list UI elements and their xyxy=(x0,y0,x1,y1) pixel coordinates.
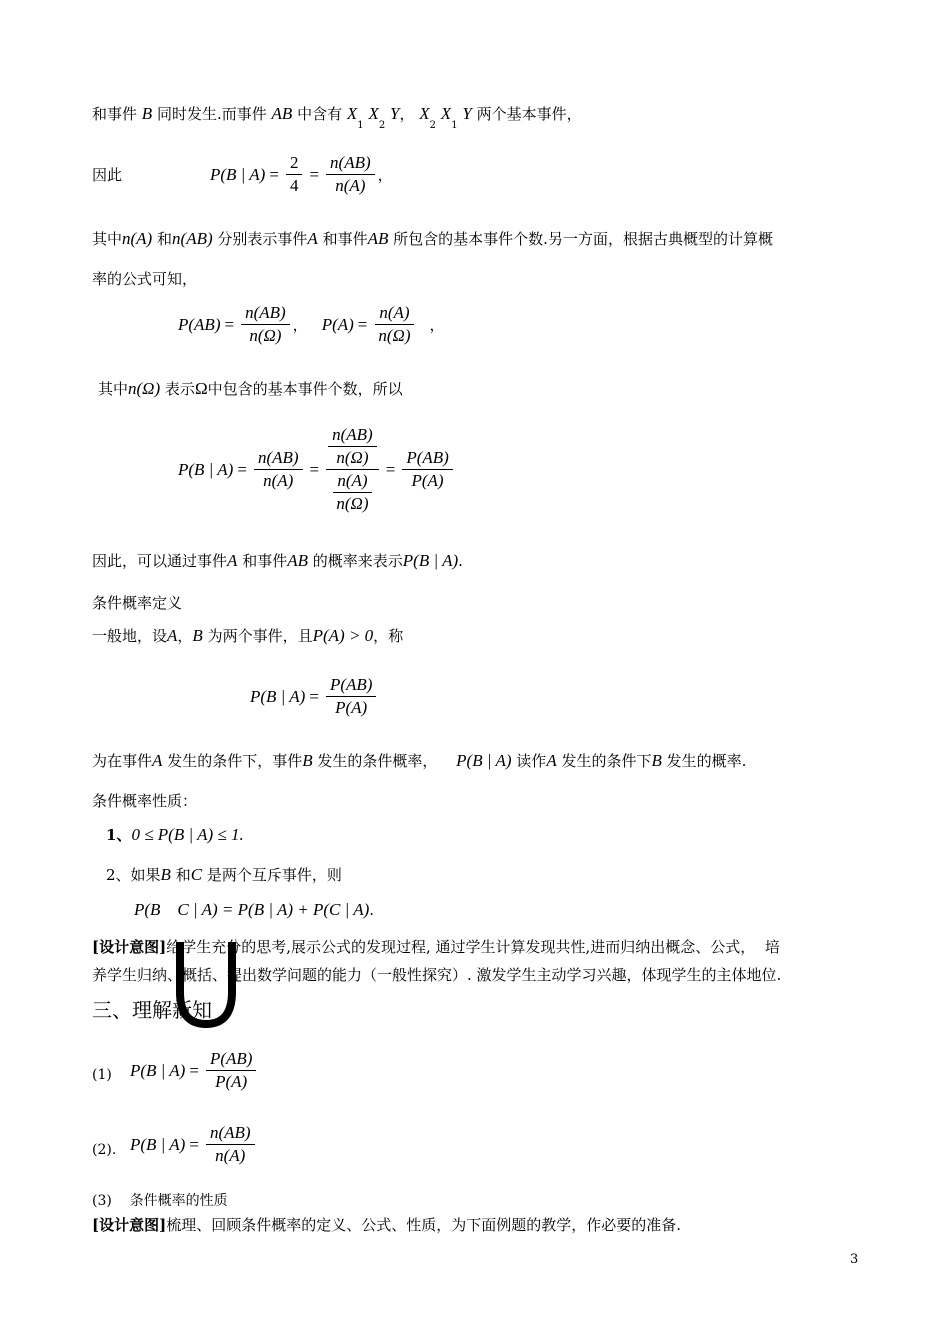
math-expr: P(AB) xyxy=(178,314,221,334)
text: ， xyxy=(177,627,193,645)
text: 和事件 xyxy=(242,552,288,570)
math-var: AB xyxy=(271,104,293,123)
section-heading-3 xyxy=(92,997,212,1023)
text: 中包含的基本事件个数，所以 xyxy=(207,380,403,398)
math-op: = xyxy=(237,459,247,479)
page-number xyxy=(850,1250,858,1270)
math-expr: n(A) xyxy=(122,229,153,248)
fraction xyxy=(374,302,414,347)
math-expr: P(A) > 0 xyxy=(312,626,374,645)
math-var: A xyxy=(307,229,318,248)
math-op: = xyxy=(309,459,320,479)
denominator: P(A) xyxy=(411,471,444,490)
formula-3 xyxy=(178,424,456,515)
text: 发生的概率. xyxy=(666,752,747,770)
text: ， xyxy=(373,627,389,645)
math-expr: P(B | A) xyxy=(250,686,306,706)
math-var: A xyxy=(167,626,178,645)
text: 给学生充分的思考,展示公式的发现过程, 通过学生计算发现共性,进而归纳出概念、公式， 培 xyxy=(166,938,780,956)
numerator: n(A) xyxy=(333,470,371,493)
text: . xyxy=(458,552,463,570)
math-expr: n(AB) xyxy=(172,229,213,248)
denominator: P(A) xyxy=(215,1072,248,1091)
math-op: = xyxy=(309,164,320,184)
math-expr: P(B | A) xyxy=(210,164,266,184)
math-op: = xyxy=(309,686,319,706)
formula-definition xyxy=(250,674,379,719)
text: 其中 xyxy=(98,380,129,398)
text: [设计意图] xyxy=(92,1216,167,1234)
item-1-label xyxy=(92,1064,112,1085)
text: 条件概率性质： xyxy=(92,792,198,810)
math-var: X xyxy=(419,104,430,123)
text: 同时发生.而事件 xyxy=(156,105,267,123)
denominator: n(A) xyxy=(335,176,366,195)
fraction xyxy=(326,152,375,197)
item-3 xyxy=(92,1190,228,1211)
design-note-2 xyxy=(92,1215,681,1235)
math-expr: P(B | A) xyxy=(402,551,459,570)
numerator: n(AB) xyxy=(241,302,290,325)
text: 和 xyxy=(175,866,191,884)
fraction xyxy=(326,674,376,719)
fraction xyxy=(328,424,377,469)
text: 因此，可以通过事件 xyxy=(92,552,228,570)
math-var: X xyxy=(368,104,379,123)
subscript: 2 xyxy=(429,120,437,131)
text: 为两个事件，且 xyxy=(207,627,313,645)
denominator: n(A) xyxy=(263,471,294,490)
fraction xyxy=(206,1048,256,1093)
denominator: n(Ω) xyxy=(378,326,411,345)
math-op: = xyxy=(189,1060,199,1080)
text: 分别表示事件 xyxy=(217,230,308,248)
text: ， xyxy=(399,105,415,123)
text: 三、理解新知 xyxy=(92,998,212,1022)
denominator xyxy=(330,470,374,515)
text: 发生的条件概率， xyxy=(317,752,438,770)
numerator: n(AB) xyxy=(326,152,375,175)
numerator: n(AB) xyxy=(328,424,377,447)
text: 和事件 xyxy=(92,105,138,123)
math-var: B xyxy=(192,626,203,645)
text: (3) 条件概率的性质 xyxy=(92,1193,228,1209)
text: (1) xyxy=(92,1067,112,1083)
text-line-6 xyxy=(92,551,463,571)
numerator: P(AB) xyxy=(326,674,376,697)
fraction xyxy=(402,447,452,492)
math-var: Y xyxy=(389,104,400,123)
text: 两个基本事件， xyxy=(476,105,582,123)
denominator: n(Ω) xyxy=(336,494,369,513)
text-line-3 xyxy=(92,229,773,249)
item-2-formula xyxy=(130,1122,258,1167)
math-var: B xyxy=(302,751,313,770)
text: . xyxy=(369,901,375,919)
text-line-8 xyxy=(92,751,746,771)
math-var: B xyxy=(651,751,662,770)
math-var: AB xyxy=(287,551,308,570)
math-var: AB xyxy=(367,229,389,248)
math-expr: P(A) xyxy=(321,314,354,334)
math-expr: 0 ≤ P(B | A) ≤ 1. xyxy=(131,825,244,844)
math-expr: P(B | A) xyxy=(456,751,512,770)
text: 为在事件 xyxy=(92,752,153,770)
numerator: n(AB) xyxy=(206,1122,255,1145)
text: 1、 xyxy=(106,826,132,844)
denominator: 4 xyxy=(289,176,299,195)
text: (2). xyxy=(92,1142,117,1158)
compound-fraction xyxy=(326,424,379,515)
math-var: C xyxy=(190,865,203,884)
text-line-7 xyxy=(92,626,403,646)
numerator: n(A) xyxy=(375,302,413,325)
text: 中含有 xyxy=(297,105,343,123)
math-var: B xyxy=(141,104,153,123)
math-var: Ω xyxy=(194,379,208,398)
text: 条件概率定义 xyxy=(92,594,183,612)
fraction xyxy=(206,1122,255,1167)
property-2 xyxy=(106,865,342,885)
text: 表示 xyxy=(164,380,195,398)
property-1 xyxy=(106,825,244,845)
math-op: = xyxy=(224,314,235,334)
text: 是两个互斥事件，则 xyxy=(206,866,342,884)
text: 发生的条件下，事件 xyxy=(167,752,303,770)
text: [设计意图] xyxy=(92,938,167,956)
numerator: 2 xyxy=(286,152,303,175)
item-1-formula xyxy=(130,1048,259,1093)
item-2-label xyxy=(92,1139,116,1160)
text: 发生的条件下 xyxy=(561,752,652,770)
text: 其中 xyxy=(92,230,123,248)
math-expr: n(Ω) xyxy=(128,379,161,398)
math-expr: P(B | A) xyxy=(130,1134,186,1154)
math-var: B xyxy=(160,865,171,884)
fraction xyxy=(241,302,290,347)
math-op: = xyxy=(385,459,396,479)
fraction xyxy=(286,152,303,197)
math-op: = xyxy=(269,164,279,184)
math-expr: P(B | A) xyxy=(130,1060,186,1080)
denominator: P(A) xyxy=(335,698,368,717)
math-var: A xyxy=(152,751,163,770)
text: 和事件 xyxy=(322,230,368,248)
text: 率的公式可知， xyxy=(92,270,198,288)
text: 因此 xyxy=(92,166,123,184)
fraction xyxy=(332,470,372,515)
numerator: P(AB) xyxy=(206,1048,256,1071)
text: 称 xyxy=(388,627,404,645)
text-line-4 xyxy=(92,269,197,289)
text: ， xyxy=(377,166,393,184)
math-var: X xyxy=(346,104,358,123)
text-line-1 xyxy=(92,104,582,131)
math-op: = xyxy=(189,1134,199,1154)
subscript: 2 xyxy=(378,120,386,131)
text: 和 xyxy=(157,230,173,248)
text-line-5 xyxy=(98,379,403,399)
definition-title xyxy=(92,593,182,613)
denominator: n(Ω) xyxy=(249,326,282,345)
property-2-formula xyxy=(134,900,374,920)
text: 读作 xyxy=(516,752,547,770)
denominator: n(A) xyxy=(215,1146,246,1165)
text-line-2 xyxy=(92,165,122,185)
math-var: A xyxy=(546,751,557,770)
text: 3 xyxy=(850,1252,859,1267)
denominator: n(Ω) xyxy=(336,448,369,467)
properties-title xyxy=(92,791,197,811)
text: 养学生归纳、概括、提出数学问题的能力（一般性探究）. 激发学生主动学习兴趣，体现学生的主体地位. xyxy=(92,966,782,984)
text: ， xyxy=(292,316,308,334)
text: ， xyxy=(429,316,445,334)
formula-2 xyxy=(178,302,445,347)
fraction xyxy=(254,447,303,492)
text: 2、如果 xyxy=(106,866,161,884)
text: 梳理、回顾条件概率的定义、公式、性质，为下面例题的教学，作必要的准备. xyxy=(166,1216,681,1234)
numerator xyxy=(326,424,379,470)
text: 一般地，设 xyxy=(92,627,168,645)
math-var: X xyxy=(440,104,452,123)
text: 所包含的基本事件个数.另一方面，根据古典概型的计算概 xyxy=(393,230,773,248)
text: 的概率来表示 xyxy=(312,552,403,570)
formula-1 xyxy=(210,152,393,197)
subscript: 1 xyxy=(451,120,458,131)
numerator: P(AB) xyxy=(402,447,452,470)
subscript: 1 xyxy=(357,120,364,131)
math-op: = xyxy=(357,314,368,334)
math-var: Y xyxy=(462,104,472,123)
math-expr: P(B C | A) = P(B | A) + P(C | A) xyxy=(134,900,370,919)
numerator: n(AB) xyxy=(254,447,303,470)
math-expr: P(B | A) xyxy=(178,459,234,479)
math-var: A xyxy=(227,551,238,570)
